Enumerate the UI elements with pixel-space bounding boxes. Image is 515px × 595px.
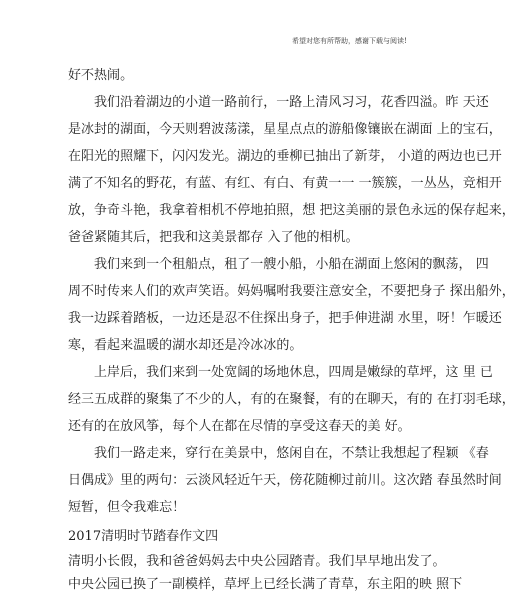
paragraph-lines bbox=[68, 62, 515, 521]
section-intro-lines bbox=[68, 548, 446, 575]
text-line: 日偶成》里的两句：云淡风轻近午天，傍花随柳过前川。这次踏 春虽然时间 bbox=[68, 473, 502, 488]
text-line: 我一边踩着踏板，一边还是忍不住探出身子，把手伸进湖 水里，呀！乍暖还 bbox=[68, 311, 502, 326]
document-body bbox=[68, 62, 515, 595]
text-line: 好不热闹。 bbox=[68, 68, 134, 83]
text-line: 放，争奇斗艳，我拿着相机不停地拍照，想 把这美丽的景色永远的保存起来， bbox=[68, 203, 515, 218]
header-note: 希望对您有所帮助，感谢下载与阅读! bbox=[292, 37, 407, 45]
text-line: 我们沿着湖边的小道一路前行，一路上清风习习，花香四溢。昨 天还 bbox=[94, 95, 489, 110]
text-line: 短暂，但令我难忘！ bbox=[68, 500, 186, 515]
text-line: 上岸后，我们来到一处宽阔的场地休息，四周是嫩绿的草坪，这 里 已 bbox=[94, 365, 493, 380]
text-line: 我们一路走来，穿行在美景中，悠闲自在，不禁让我想起了程颖 《春 bbox=[94, 446, 489, 461]
section-title: 2017清明时节踏春作文四 bbox=[68, 529, 219, 544]
text-line: 还有的在放风筝，每个人在都在尽情的享受这春天的美 好。 bbox=[68, 419, 411, 434]
text-line: 我们来到一个租船点，租了一艘小船，小船在湖面上悠闲的飘荡， 四 bbox=[94, 257, 489, 272]
text-line: 寒，看起来温暖的湖水却还是冷冰冰的。 bbox=[68, 338, 303, 353]
text-line: 在阳光的照耀下，闪闪发光。湖边的垂柳已抽出了新芽， 小道的两边也已开 bbox=[68, 149, 502, 164]
partial-line: 中央公园已换了一副模样，草坪上已经长满了青草，东主阳的映 照下 bbox=[68, 577, 463, 592]
text-line: 爸爸紧随其后，把我和这美景都存 入了他的相机。 bbox=[68, 230, 359, 245]
text-line: 经三五成群的聚集了不少的人，有的在聚餐，有的在聊天，有的 在打羽毛球， bbox=[68, 392, 515, 407]
text-line: 清明小长假，我和爸爸妈妈去中央公园踏青。我们早早地出发了。 bbox=[68, 554, 446, 569]
text-line: 满了不知名的野花，有蓝、有红、有白、有黄一一 一簇簇，一丛丛，竞相开 bbox=[68, 176, 502, 191]
text-line: 是冰封的湖面，今天则碧波荡漾，星星点点的游船像镶嵌在湖面 上的宝石， bbox=[68, 122, 502, 137]
text-line: 周不时传来人们的欢声笑语。妈妈嘱咐我要注意安全，不要把身子 探出船外， bbox=[68, 284, 515, 299]
